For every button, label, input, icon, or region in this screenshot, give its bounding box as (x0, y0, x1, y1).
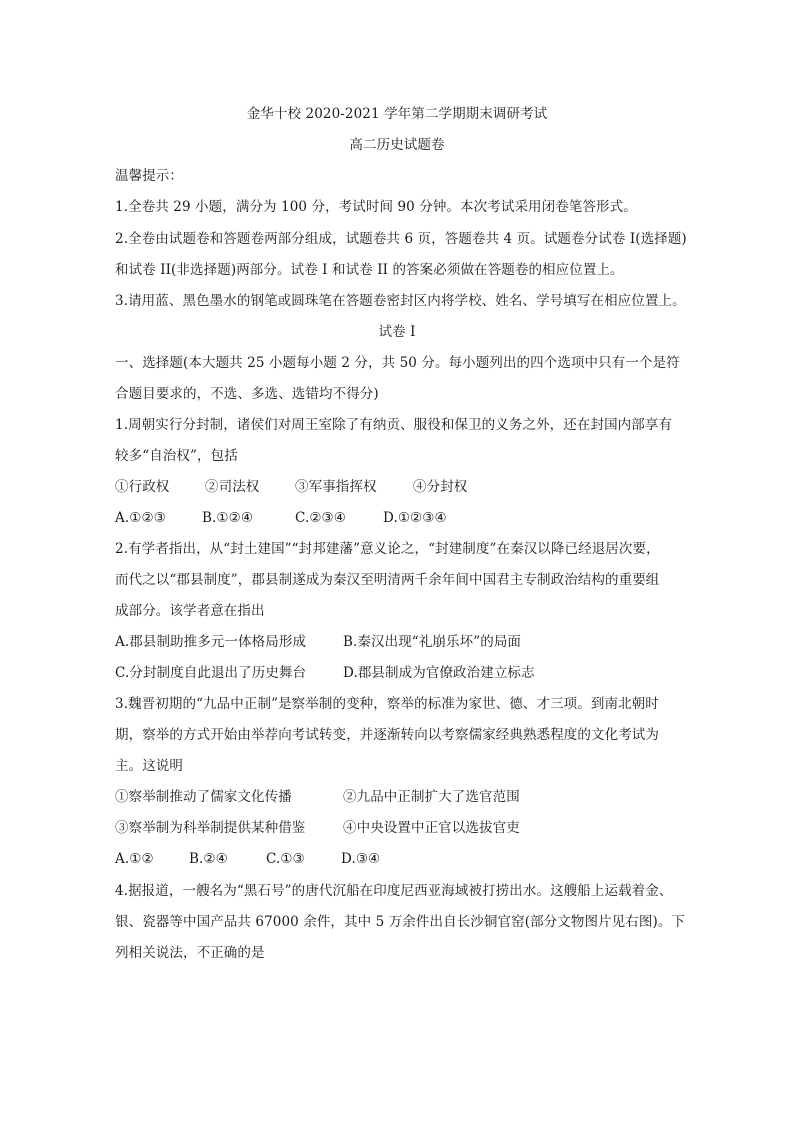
q1-option-b[interactable]: B.①②④ (202, 510, 254, 526)
tip-2-continued: 和试卷 II(非选择题)两部分。试卷 I 和试卷 II 的答案必须做在答题卷的相应位置上。 (115, 262, 624, 278)
q4-stem-continued-1: 银、瓷器等中国产品共 67000 余件，其中 5 万余件出自长沙铜官窑(部分文物图片见右图)。下 (115, 914, 686, 930)
q3-items-row-1 (115, 787, 675, 807)
q3-stem-continued-2: 主。这说明 (115, 758, 183, 774)
q2-option-d[interactable]: D.郡县制成为官僚政治建立标志 (343, 665, 535, 681)
q3-options (115, 849, 675, 869)
q3-item-3: ③察举制为科举制提供某种借鉴 (115, 820, 306, 836)
q3-stem-continued-1: 期，察举的方式开始由举荐向考试转变，并逐渐转向以考察儒家经典熟悉程度的文化考试为 (115, 727, 659, 743)
q2-stem: 2.有学者指出，从“封土建国”“封邦建藩”意义论之，“封建制度”在秦汉以降已经退居次要， (115, 541, 660, 557)
q1-item-2: ②司法权 (205, 479, 260, 495)
q2-option-c[interactable]: C.分封制度自此退出了历史舞台 (115, 665, 307, 681)
q2-stem-continued-2: 成部分。该学者意在指出 (115, 603, 265, 619)
exam-subtitle: 高二历史试题卷 (349, 137, 445, 153)
q1-option-c[interactable]: C.②③④ (295, 510, 346, 526)
tip-2: 2.全卷由试题卷和答题卷两部分组成，试题卷共 6 页，答题卷共 4 页。试题卷分试卷 I(选择题) (115, 231, 687, 247)
q4-stem: 4.据报道，一艘名为“黑石号”的唐代沉船在印度尼西亚海域被打捞出水。这艘船上运载着金、 (115, 883, 673, 899)
q3-item-1: ①察举制推动了儒家文化传播 (115, 789, 292, 805)
q2-option-b[interactable]: B.秦汉出现“礼崩乐坏”的局面 (343, 634, 522, 650)
q1-item-4: ④分封权 (413, 479, 468, 495)
q2-stem-continued-1: 而代之以“郡县制度”，郡县制遂成为秦汉至明清两千余年间中国君主专制政治结构的重要组 (115, 572, 660, 588)
tip-3: 3.请用蓝、黑色墨水的钢笔或圆珠笔在答题卷密封区内将学校、姓名、学号填写在相应位置上。 (115, 293, 686, 309)
q1-items (115, 477, 675, 497)
q3-item-4: ④中央设置中正官以选拔官吏 (343, 820, 520, 836)
section-heading-continued: 合题目要求的，不选、多选、选错均不得分) (115, 386, 379, 402)
q2-options-row-2 (115, 663, 675, 683)
q1-options (115, 508, 675, 528)
q3-items-row-2 (115, 818, 675, 838)
q3-option-a[interactable]: A.①② (115, 851, 154, 867)
tip-1: 1.全卷共 29 小题，满分为 100 分，考试时间 90 分钟。本次考试采用闭卷笔答形式。 (115, 199, 637, 215)
q2-option-a[interactable]: A.郡县制助推多元一体格局形成 (115, 634, 307, 650)
q3-option-c[interactable]: C.①③ (266, 851, 305, 867)
q1-stem-continued: 较多“自治权”，包括 (115, 448, 238, 464)
q4-stem-continued-2: 列相关说法，不正确的是 (115, 945, 265, 961)
q1-item-3: ③军事指挥权 (295, 479, 377, 495)
q3-item-2: ②九品中正制扩大了选官范围 (343, 789, 520, 805)
q1-stem: 1.周朝实行分封制，诸侯们对周王室除了有纳贡、服役和保卫的义务之外，还在封国内部享有 (115, 417, 673, 433)
paper1-title: 试卷 I (378, 324, 416, 340)
q1-option-d[interactable]: D.①②③④ (383, 510, 447, 526)
q1-item-1: ①行政权 (115, 479, 170, 495)
q2-options-row-1 (115, 632, 675, 652)
exam-title: 金华十校 2020-2021 学年第二学期期末调研考试 (246, 106, 548, 122)
tips-heading: 温馨提示： (115, 168, 183, 184)
q3-option-d[interactable]: D.③④ (341, 851, 381, 867)
q3-option-b[interactable]: B.②④ (189, 851, 228, 867)
section-heading: 一、选择题(本大题共 25 小题每小题 2 分，共 50 分。每小题列出的四个选项中只有一个是符 (115, 355, 680, 371)
q1-option-a[interactable]: A.①②③ (115, 510, 166, 526)
q3-stem: 3.魏晋初期的“九品中正制”是察举制的变种，察举的标准为家世、德、才三项。到南北朝时 (115, 696, 659, 712)
